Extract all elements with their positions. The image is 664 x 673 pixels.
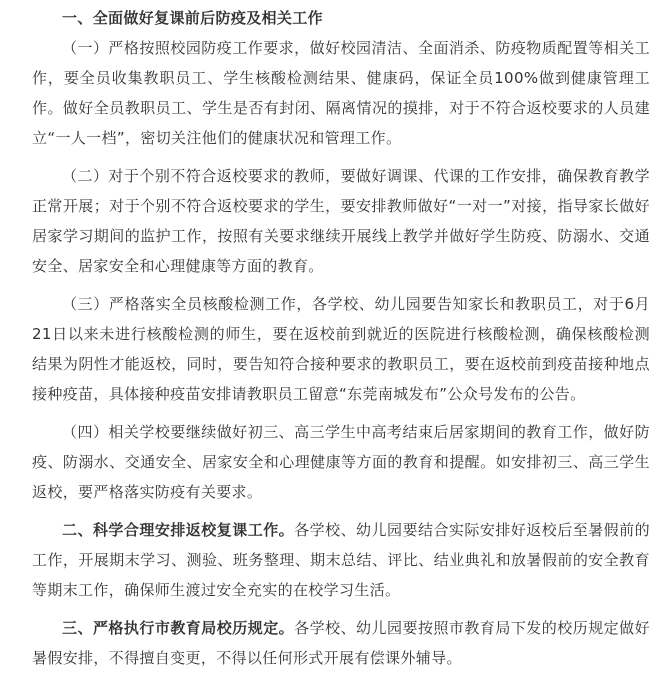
section-1-paragraph-4: （四）相关学校要继续做好初三、高三学生中高考结束后居家期间的教育工作，做好防疫、防溺水、交通安全、居家安全和心理健康等方面的教育和提醒。如安排初三、高三学生返校，要严格落实防疫有关要求。 <box>32 423 650 501</box>
section-2-heading: 二、科学合理安排返校复课工作。 <box>62 521 295 539</box>
section-2-body: 各学校、幼儿园要结合实际安排好返校后至暑假前的工作，开展期末学习、测验、班务整理、期末总结、评比、结业典礼和放暑假前的安全教育等期末工作，确保师生渡过安全充实的在校学习生活。 <box>32 521 650 599</box>
section-3-paragraph <box>32 613 650 673</box>
section-1-paragraph-1: （一）严格按照校园防疫工作要求，做好校园清洁、全面消杀、防疫物质配置等相关工作，要全员收集教职员工、学生核酸检测结果、健康码，保证全员100%做到健康管理工作。做好全员教职员工、学生是否有封闭、隔离情况的摸排，对于不符合返校要求的人员建立“一人一档”，密切关注他们的健康状况和管理工作。 <box>32 39 650 147</box>
document-body <box>0 3 664 667</box>
section-3-heading: 三、严格执行市教育局校历规定。 <box>62 619 295 637</box>
section-3-body: 各学校、幼儿园要按照市教育局下发的校历规定做好暑假安排，不得擅自变更，不得以任何形式开展有偿课外辅导。 <box>32 619 650 667</box>
section-1-paragraph-3: （三）严格落实全员核酸检测工作，各学校、幼儿园要告知家长和教职员工，对于6月21日以来未进行核酸检测的师生，要在返校前到就近的医院进行核酸检测，确保核酸检测结果为阴性才能返校，同时，要告知符合接种要求的教职员工，要在返校前到疫苗接种地点接种疫苗，具体接种疫苗安排请教职员工留意“东莞南城发布”公众号发布的公告。 <box>32 295 650 403</box>
section-1-heading: 一、全面做好复课前后防疫及相关工作 <box>62 9 323 27</box>
section-1-paragraph-2: （二）对于个别不符合返校要求的教师，要做好调课、代课的工作安排，确保教育教学正常开展；对于个别不符合返校要求的学生，要安排教师做好“一对一”对接，指导家长做好居家学习期间的监护工作，按照有关要求继续开展线上教学并做好学生防疫、防溺水、交通安全、居家安全和心理健康等方面的教育。 <box>32 167 650 275</box>
section-2-paragraph <box>32 515 650 605</box>
